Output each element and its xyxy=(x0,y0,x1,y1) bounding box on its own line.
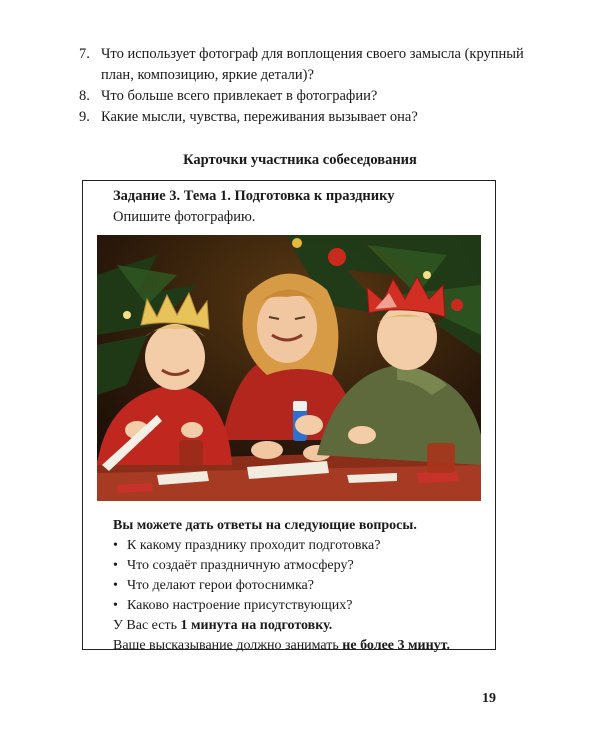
list-item xyxy=(113,536,488,556)
bullet-icon: • xyxy=(113,538,118,553)
question-list xyxy=(79,44,549,128)
bullet-text: Что делают герои фотоснимка? xyxy=(127,578,314,593)
prep-time-prefix: У Вас есть xyxy=(113,618,181,633)
question-text: Какие мысли, чувства, переживания вызывает она? xyxy=(101,109,418,125)
question-number: 9. xyxy=(79,109,90,125)
hint-questions xyxy=(113,516,488,656)
question-number: 7. xyxy=(79,46,90,62)
questions-heading: Вы можете дать ответы на следующие вопросы. xyxy=(113,518,417,533)
bullet-text: Что создаёт праздничную атмосферу? xyxy=(127,558,354,573)
duration-value: не более 3 минут. xyxy=(342,638,450,653)
prep-time-line xyxy=(113,616,488,636)
bullet-icon: • xyxy=(113,598,118,613)
list-item xyxy=(113,596,488,616)
question-item-7 xyxy=(79,44,549,86)
bullet-text: К какому празднику проходит подготовка? xyxy=(127,538,381,553)
question-item-8 xyxy=(79,86,549,107)
bullet-text: Каково настроение присутствующих? xyxy=(127,598,353,613)
task-card xyxy=(82,180,496,653)
task-title: Задание 3. Тема 1. Подготовка к празднику xyxy=(113,188,395,204)
question-text: Что использует фотограф для воплощения своего замысла (крупный план, композицию, яркие детали)? xyxy=(101,46,524,83)
list-item xyxy=(113,556,488,576)
question-number: 8. xyxy=(79,88,90,104)
bullet-icon: • xyxy=(113,578,118,593)
page-number: 19 xyxy=(482,691,496,706)
duration-prefix: Ваше высказывание должно занимать xyxy=(113,638,343,653)
holiday-photo-illustration xyxy=(97,235,481,501)
list-item xyxy=(113,576,488,596)
prep-time-value: 1 минута на подготовку. xyxy=(180,618,333,633)
section-title: Карточки участника собеседования xyxy=(183,152,417,168)
task-instruction: Опишите фотографию. xyxy=(113,209,256,225)
question-text: Что больше всего привлекает в фотографии? xyxy=(101,88,378,104)
holiday-photo xyxy=(97,235,481,501)
question-item-9 xyxy=(79,107,549,128)
duration-line xyxy=(113,636,488,656)
bullet-icon: • xyxy=(113,558,118,573)
